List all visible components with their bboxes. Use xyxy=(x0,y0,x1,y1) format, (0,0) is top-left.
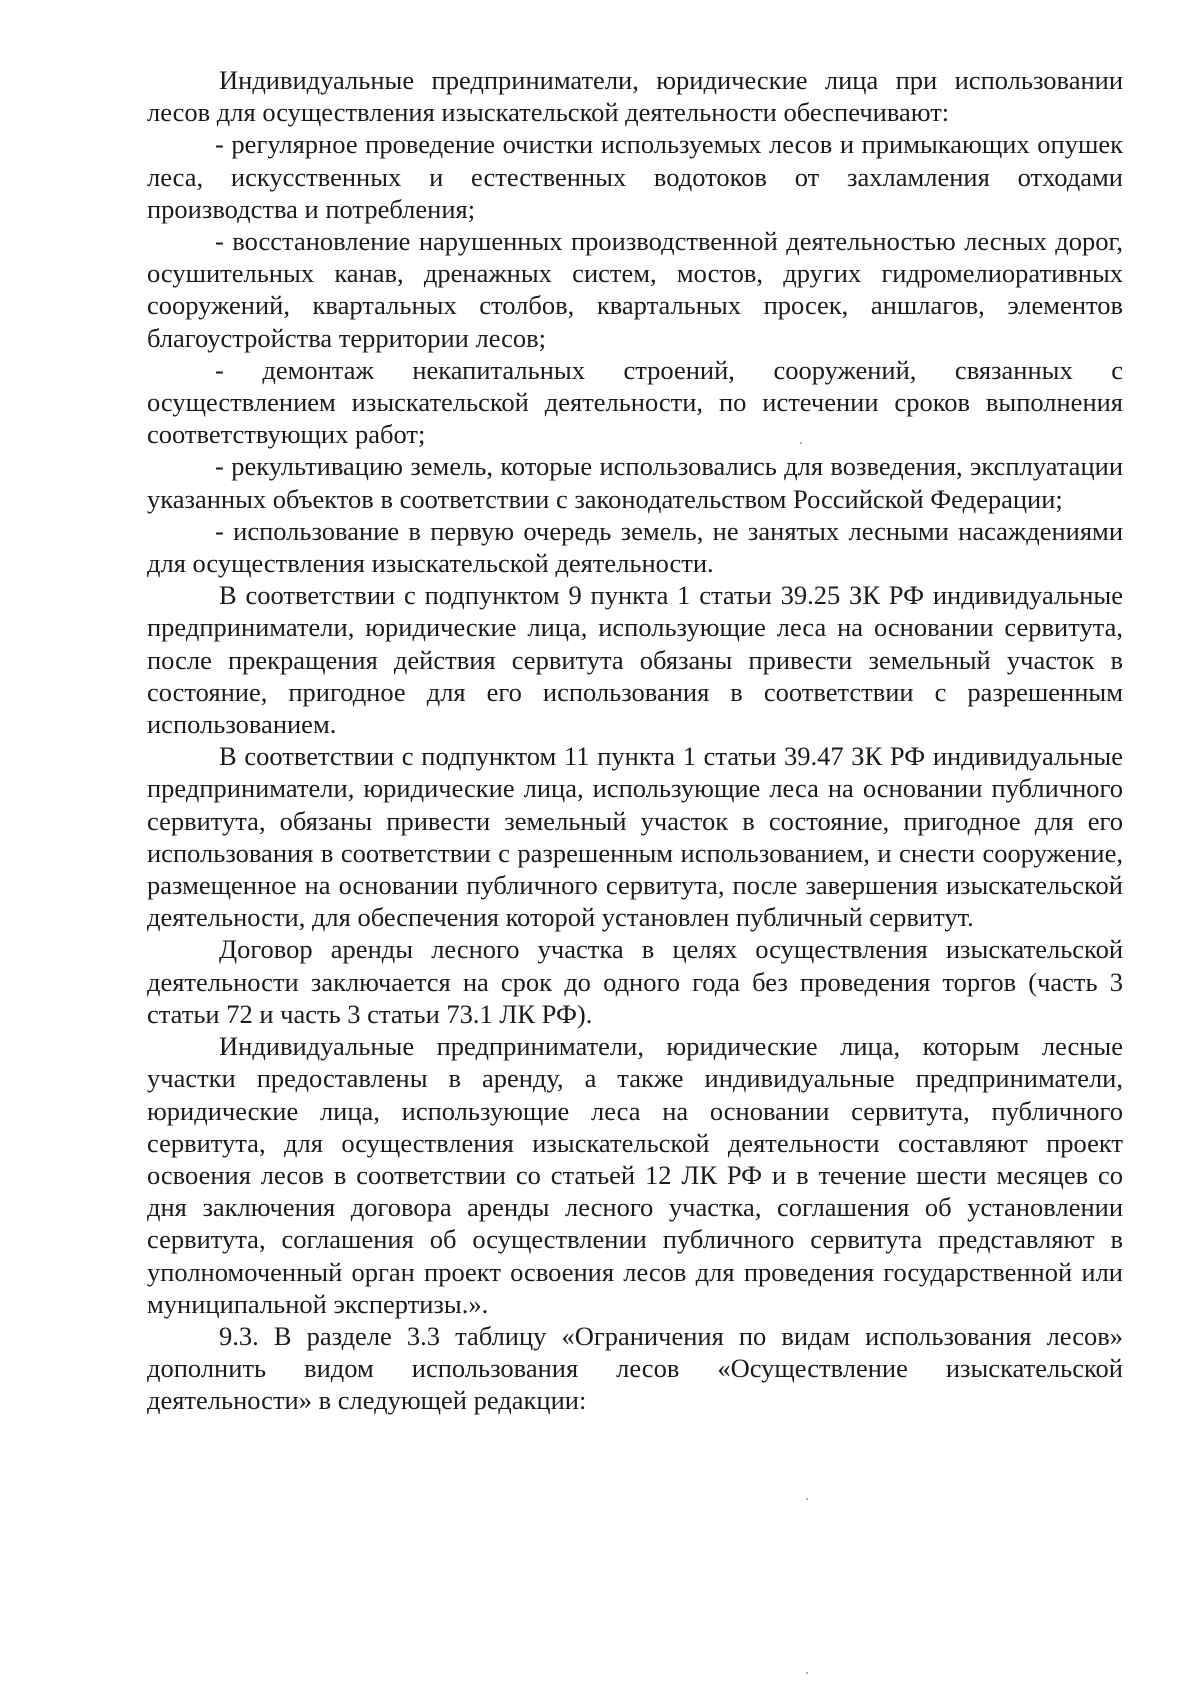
paragraph-section-9-3: 9.3. В разделе 3.3 таблицу «Ограничения по видам использования лесов» дополнить видом использования лесов «Осуществление изыскательской деятельности» в следующей редакции: xyxy=(147,1320,1123,1416)
scan-speck xyxy=(800,442,802,444)
document-body xyxy=(147,64,1123,1417)
paragraph-public-servitude: В соответствии с подпунктом 11 пункта 1 статьи 39.47 ЗК РФ индивидуальные предприниматели, юридические лица, использующие леса на основании публичного сервитута, обязаны привести земельный участок в состояние, пригодное для его использования в соответствии с разрешенным использованием, и снести сооружение, размещенное на основании публичного сервитута, после завершения изыскательской деятельности, для обеспечения которой установлен публичный сервитут. xyxy=(147,741,1123,933)
scan-speck xyxy=(806,1672,808,1674)
list-item-dismantling: - демонтаж некапитальных строений, сооружений, связанных с осуществлением изыскательской деятельности, по истечении сроков выполнения соответствующих работ; xyxy=(147,354,1123,450)
list-item-recultivation: - рекультивацию земель, которые использовались для возведения, эксплуатации указанных объектов в соответствии с законодательством Российской Федерации; xyxy=(147,451,1123,514)
list-item-cleaning: - регулярное проведение очистки используемых лесов и примыкающих опушек леса, искусственных и естественных водотоков от захламления отходами производства и потребления; xyxy=(147,129,1123,224)
paragraph-lease-agreement: Договор аренды лесного участка в целях осуществления изыскательской деятельности заключается на срок до одного года без проведения торгов (часть 3 статьи 72 и часть 3 статьи 73.1 ЛК РФ). xyxy=(147,934,1123,1029)
paragraph-servitude: В соответствии с подпунктом 9 пункта 1 статьи 39.25 ЗК РФ индивидуальные предприниматели, юридические лица, использующие леса на основании сервитута, после прекращения действия сервитута обязаны привести земельный участок в состояние, пригодное для его использования в соответствии с разрешенным использованием. xyxy=(147,580,1123,740)
list-item-restoration: - восстановление нарушенных производственной деятельностью лесных дорог, осушительных канав, дренажных систем, мостов, других гидромелиоративных сооружений, квартальных столбов, квартальных просек, аншлагов, элементов благоустройства территории лесов; xyxy=(147,226,1123,353)
list-item-land-use: - использование в первую очередь земель, не занятых лесными насаждениями для осуществления изыскательской деятельности. xyxy=(147,515,1123,579)
paragraph-intro: Индивидуальные предприниматели, юридические лица при использовании лесов для осуществления изыскательской деятельности обеспечивают: xyxy=(147,65,1123,128)
scan-speck xyxy=(806,1498,808,1500)
paragraph-development-project: Индивидуальные предприниматели, юридические лица, которым лесные участки предоставлены в аренду, а также индивидуальные предприниматели, юридические лица, использующие леса на основании сервитута, публичного сервитута, для осуществления изыскательской деятельности составляют проект освоения лесов в соответствии со статьей 12 ЛК РФ и в течение шести месяцев со дня заключения договора аренды лесного участка, соглашения об установлении сервитута, соглашения об осуществлении публичного сервитута представляют в уполномоченный орган проект освоения лесов для проведения государственной или муниципальной экспертизы.». xyxy=(147,1031,1123,1319)
